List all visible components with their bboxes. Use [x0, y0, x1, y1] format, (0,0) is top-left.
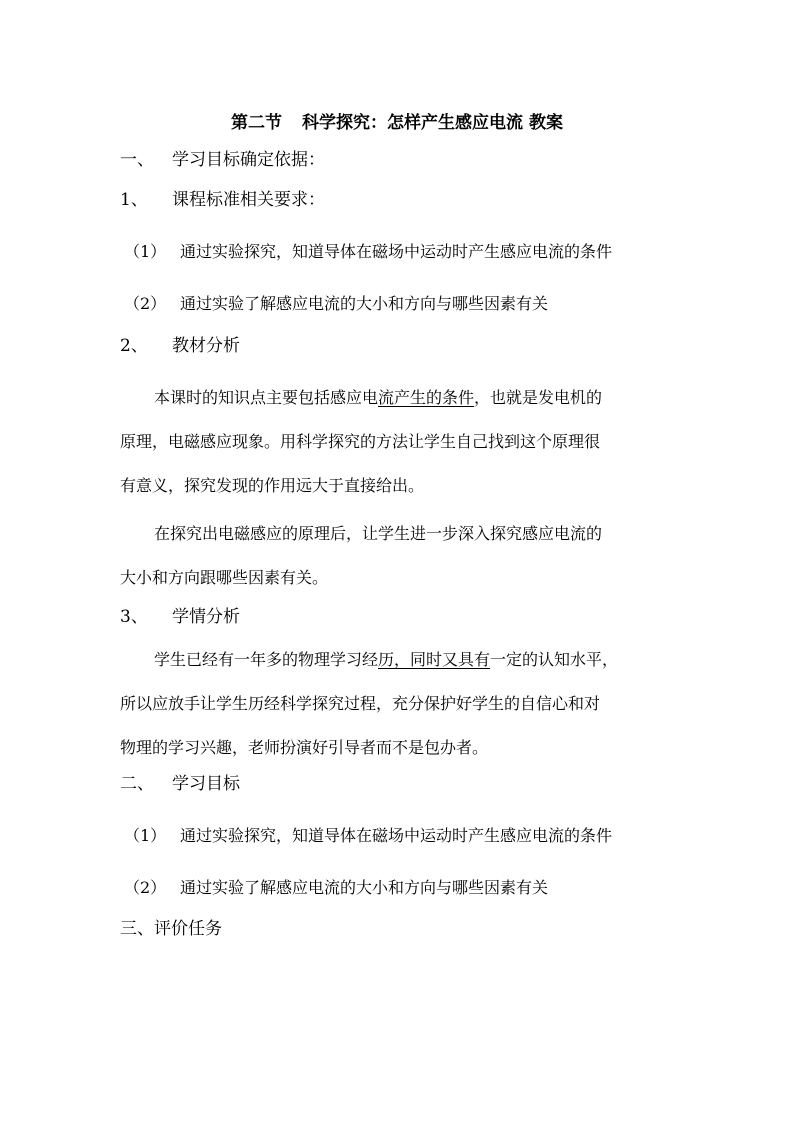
page-title [0, 108, 794, 133]
title-section: 第二节 [231, 113, 283, 133]
goal-item-2: （2） 通过实验了解感应电流的大小和方向与哪些因素有关 [124, 878, 549, 897]
heading-section-1: 一、 学习目标确定依据： [120, 150, 325, 170]
requirement-item-2: （2） 通过实验了解感应电流的大小和方向与哪些因素有关 [124, 294, 549, 313]
underlined-text: 历，同时又具有 [378, 650, 491, 669]
heading-section-2: 二、 学习目标 [120, 774, 240, 794]
goal-item-1: （1） 通过实验探究，知道导体在磁场中运动时产生感应电流的条件 [124, 826, 613, 845]
heading-sub-3: 3、 学情分析 [120, 607, 240, 627]
paragraph-textbook-analysis: 本课时的知识点主要包括感应电流产生的条件，也就是发电机的 原理，电磁感应现象。用科学探究的方法让学生自己找到这个原理很 有意义，探究发现的作用远大于直接给出。 [120, 388, 603, 495]
paragraph-electromagnetic-induction: 在探究出电磁感应的原理后，让学生进一步深入探究感应电流的 大小和方向跟哪些因素有关。 [120, 524, 603, 587]
heading-sub-1: 1、 课程标准相关要求： [120, 190, 325, 210]
heading-sub-2: 2、 教材分析 [120, 336, 240, 356]
paragraph-student-analysis: 学生已经有一年多的物理学习经历，同时又具有一定的认知水平， 所以应放手让学生历经科学探究过程，充分保护好学生的自信心和对 物理的学习兴趣，老师扮演好引导者而不是包办者。 [120, 650, 619, 757]
underlined-text: 流产生的条件 [378, 388, 475, 407]
requirement-item-1: （1） 通过实验探究，知道导体在磁场中运动时产生感应电流的条件 [124, 242, 613, 261]
title-text: 科学探究：怎样产生感应电流 教案 [302, 113, 563, 133]
heading-section-3: 三、评价任务 [120, 919, 222, 939]
